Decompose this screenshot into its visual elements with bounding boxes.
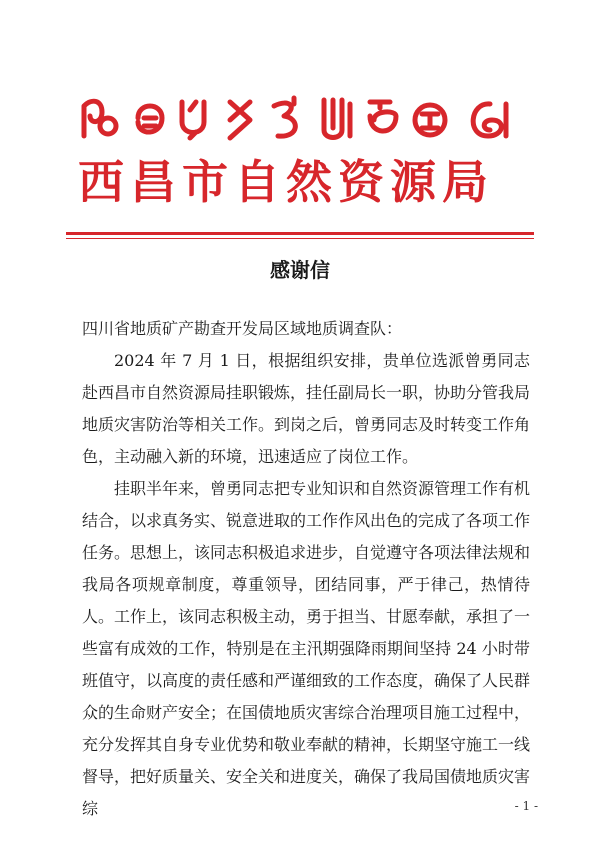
page-number: - 1 - <box>514 799 538 813</box>
letterhead-rule-thick <box>66 232 534 235</box>
document-body <box>82 313 530 825</box>
body-paragraph-1: 2024 年 7 月 1 日，根据组织安排，贵单位选派曾勇同志赴西昌市自然资源局挂职锻炼，挂任副局长一职，协助分管我局地质灾害防治等相关工作。到岗之后，曾勇同志及时转变工作角色，主动融入新的环境，迅速适应了岗位工作。 <box>82 351 531 466</box>
document-title: 感谢信 <box>270 258 330 282</box>
salutation: 四川省地质矿产勘查开发局区域地质调查队： <box>82 319 403 338</box>
org-name: 西昌市自然资源局 <box>78 155 494 209</box>
body-paragraph-2: 挂职半年来，曾勇同志把专业知识和自然资源管理工作有机结合，以求真务实、锐意进取的工作作风出色的完成了各项工作任务。思想上，该同志积极追求进步，自觉遵守各项法律法规和我局各项规章制度，尊重领导，团结同事，严于律己，热情待人。工作上，该同志积极主动，勇于担当、甘愿奉献，承担了一些富有成效的工作，特别是在主汛期强降雨期间坚持 24 小时带班值守，以高度的责任感和严谨细致的工作态度，确保了人民群众的生命财产安全；在国债地质灾害综合治理项目施工过程中，充分发挥其自身专业优势和敬业奉献的精神，长期坚守施工一线督导，把好质量关、安全关和进度关，确保了我局国债地质灾害综 <box>82 479 531 818</box>
yi-script-logo <box>78 92 522 144</box>
letterhead-rule-thin <box>66 238 534 239</box>
